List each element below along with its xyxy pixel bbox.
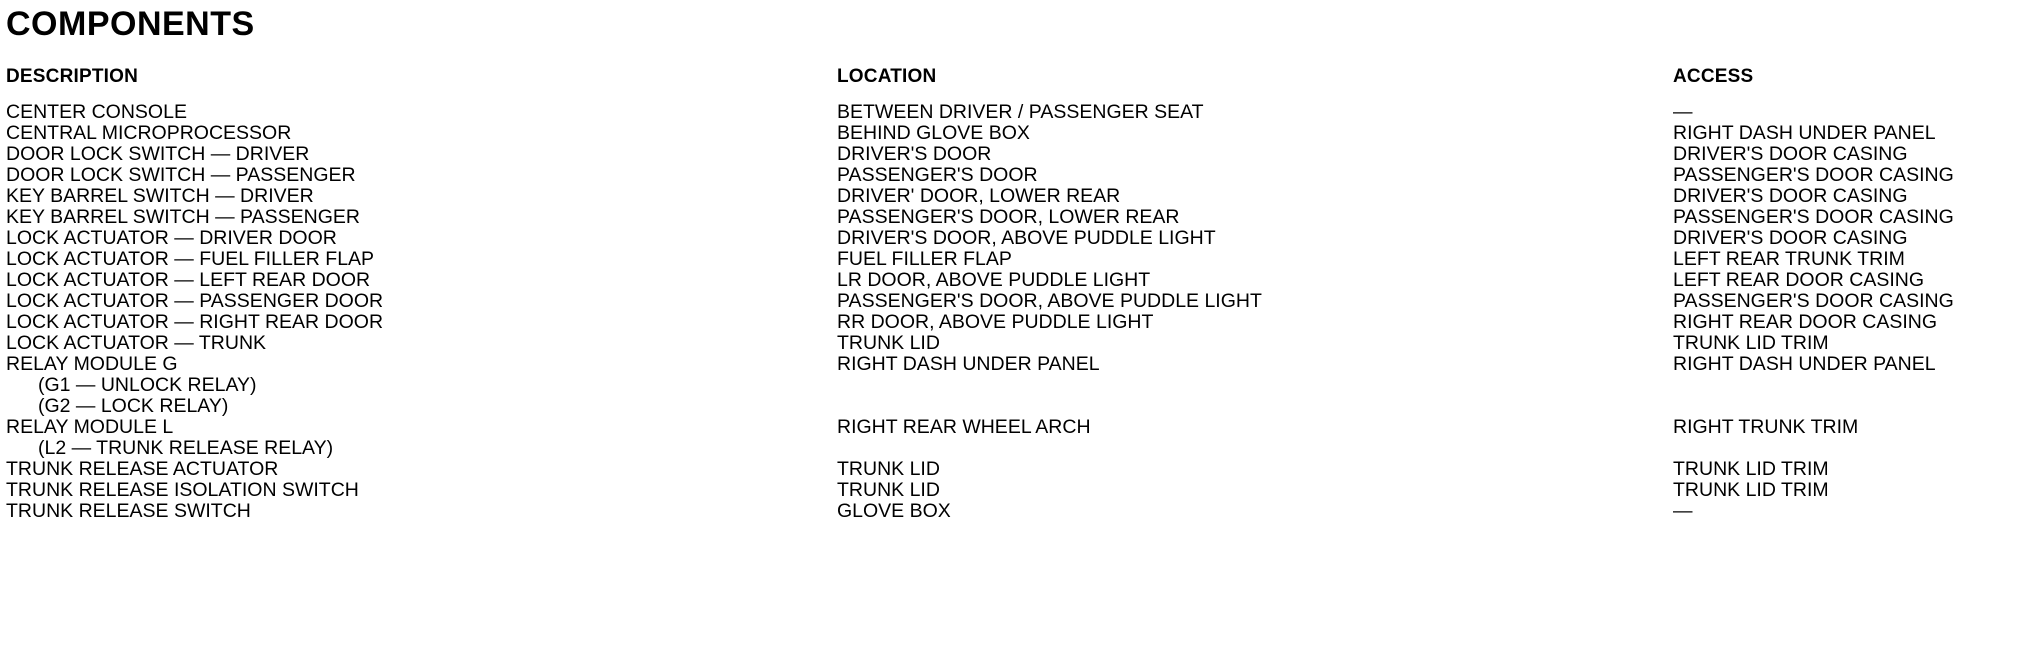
location-cell: TRUNK LID [837, 458, 940, 480]
access-cell [1673, 396, 2013, 417]
access-cell: TRUNK LID TRIM [1673, 458, 1829, 480]
location-header: LOCATION [837, 66, 937, 87]
location-cell: FUEL FILLER FLAP [837, 248, 1012, 270]
location-cell: PASSENGER'S DOOR [837, 164, 1038, 186]
access-cell: TRUNK LID TRIM [1673, 332, 1829, 354]
location-cell: BETWEEN DRIVER / PASSENGER SEAT [837, 101, 1204, 123]
access-list [1673, 102, 2013, 522]
access-cell [1673, 438, 2013, 459]
location-cell: PASSENGER'S DOOR, LOWER REAR [837, 206, 1180, 228]
access-cell: RIGHT REAR DOOR CASING [1673, 311, 1938, 333]
description-cell: TRUNK RELEASE ACTUATOR [6, 458, 279, 480]
description-cell: LOCK ACTUATOR — PASSENGER DOOR [6, 290, 384, 312]
location-cell: PASSENGER'S DOOR, ABOVE PUDDLE LIGHT [837, 290, 1262, 312]
access-cell: TRUNK LID TRIM [1673, 479, 1829, 501]
location-cell: DRIVER'S DOOR [837, 143, 992, 165]
description-cell: DOOR LOCK SWITCH — PASSENGER [6, 164, 356, 186]
location-list [837, 102, 1657, 522]
description-header: DESCRIPTION [6, 66, 139, 87]
description-cell: KEY BARREL SWITCH — PASSENGER [6, 206, 360, 228]
description-cell: TRUNK RELEASE SWITCH [6, 500, 251, 522]
description-cell: TRUNK RELEASE ISOLATION SWITCH [6, 479, 359, 501]
description-cell: CENTRAL MICROPROCESSOR [6, 122, 292, 144]
access-cell: RIGHT DASH UNDER PANEL [1673, 353, 1936, 375]
access-cell: DRIVER'S DOOR CASING [1673, 143, 1908, 165]
access-cell: DRIVER'S DOOR CASING [1673, 227, 1908, 249]
access-cell: RIGHT DASH UNDER PANEL [1673, 122, 1936, 144]
access-cell: PASSENGER'S DOOR CASING [1673, 290, 1954, 312]
description-cell: RELAY MODULE G [6, 353, 178, 375]
description-column [6, 62, 826, 522]
description-cell: LOCK ACTUATOR — TRUNK [6, 332, 267, 354]
description-list [6, 102, 826, 522]
location-cell [837, 438, 1657, 459]
location-cell: GLOVE BOX [837, 500, 951, 522]
access-cell: LEFT REAR DOOR CASING [1673, 269, 1925, 291]
location-cell: BEHIND GLOVE BOX [837, 122, 1030, 144]
description-cell: (G2 — LOCK RELAY) [38, 395, 229, 417]
location-cell: RIGHT DASH UNDER PANEL [837, 353, 1100, 375]
access-cell: — [1673, 101, 1693, 123]
page-title: COMPONENTS [6, 5, 255, 43]
location-cell [837, 375, 1657, 396]
location-cell: TRUNK LID [837, 479, 940, 501]
description-cell: LOCK ACTUATOR — RIGHT REAR DOOR [6, 311, 384, 333]
access-cell [1673, 375, 2013, 396]
access-cell: PASSENGER'S DOOR CASING [1673, 206, 1954, 228]
access-cell: DRIVER'S DOOR CASING [1673, 185, 1908, 207]
location-cell: RR DOOR, ABOVE PUDDLE LIGHT [837, 311, 1154, 333]
access-cell: — [1673, 500, 1693, 522]
location-cell: DRIVER' DOOR, LOWER REAR [837, 185, 1121, 207]
location-cell: LR DOOR, ABOVE PUDDLE LIGHT [837, 269, 1151, 291]
location-column [837, 62, 1657, 522]
description-cell: LOCK ACTUATOR — FUEL FILLER FLAP [6, 248, 375, 270]
location-cell: DRIVER'S DOOR, ABOVE PUDDLE LIGHT [837, 227, 1216, 249]
access-header: ACCESS [1673, 66, 1754, 87]
location-cell: RIGHT REAR WHEEL ARCH [837, 416, 1091, 438]
access-cell: PASSENGER'S DOOR CASING [1673, 164, 1954, 186]
access-cell: RIGHT TRUNK TRIM [1673, 416, 1859, 438]
description-cell: KEY BARREL SWITCH — DRIVER [6, 185, 314, 207]
access-column [1673, 62, 2013, 522]
description-cell: (L2 — TRUNK RELEASE RELAY) [38, 437, 334, 459]
description-cell: DOOR LOCK SWITCH — DRIVER [6, 143, 310, 165]
location-cell [837, 396, 1657, 417]
access-cell: LEFT REAR TRUNK TRIM [1673, 248, 1905, 270]
description-cell: (G1 — UNLOCK RELAY) [38, 374, 257, 396]
description-cell: CENTER CONSOLE [6, 101, 187, 123]
description-cell: RELAY MODULE L [6, 416, 174, 438]
location-cell: TRUNK LID [837, 332, 940, 354]
description-cell: LOCK ACTUATOR — DRIVER DOOR [6, 227, 337, 249]
description-cell: LOCK ACTUATOR — LEFT REAR DOOR [6, 269, 371, 291]
